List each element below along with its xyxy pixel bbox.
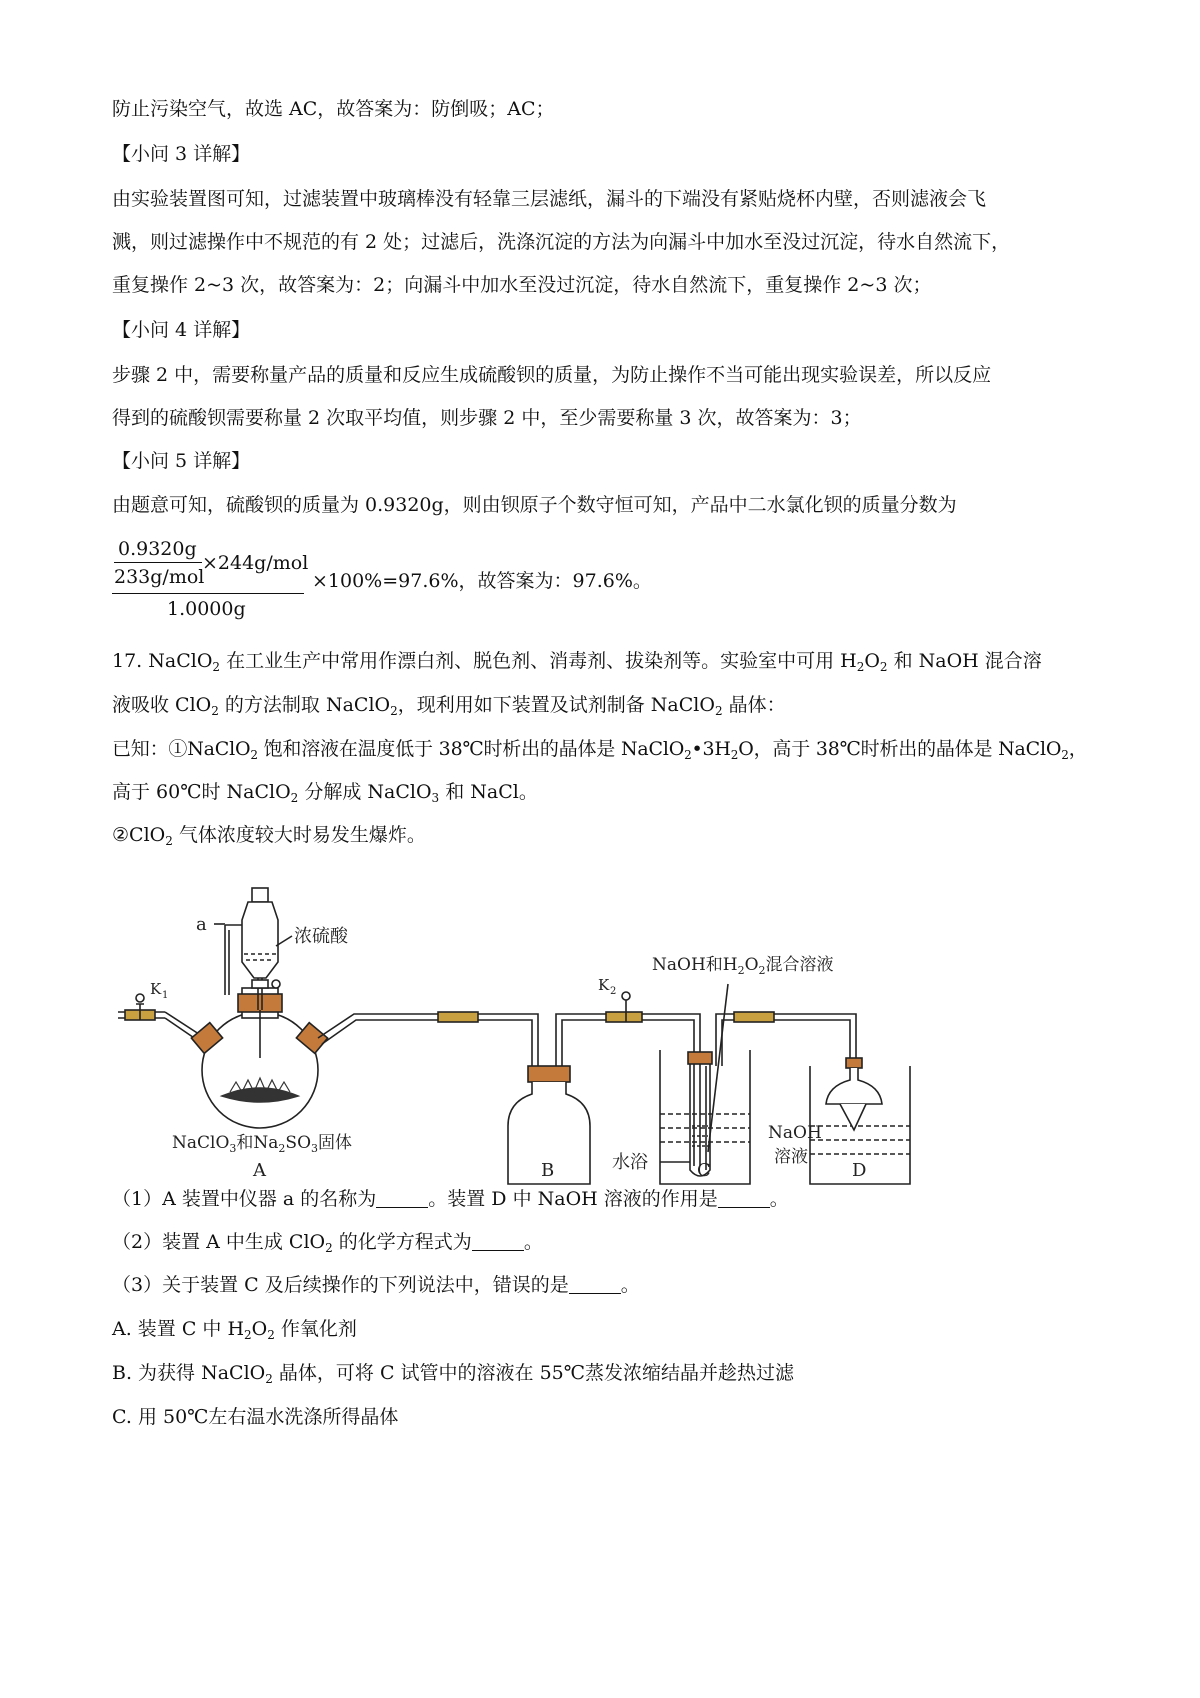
label-naoh-solution (768, 1123, 822, 1167)
caption-b: B (541, 1160, 555, 1181)
text-line: 防止污染空气，故选 AC，故答案为：防倒吸；AC； (112, 98, 555, 120)
caption-c: C (697, 1160, 711, 1181)
molar-mass-factor: ×244g/mol (202, 552, 309, 574)
label-solids (172, 1133, 352, 1155)
clamp-k2 (598, 976, 616, 997)
option-b: B. 为获得 NaClO$_2$ 晶体，可将 C 试管中的溶液在 55℃蒸发浓缩结晶并趁热过滤 (112, 1362, 795, 1386)
label-mixed-solution (652, 955, 834, 977)
answer-blank[interactable] (472, 1232, 524, 1251)
label-conc-acid: 浓硫酸 (294, 926, 348, 947)
text-line: 由题意可知，硫酸钡的质量为 0.9320g，则由钡原子个数守恒可知，产品中二水氯化钡的质量分数为 (112, 494, 957, 516)
answer-blank[interactable] (376, 1189, 428, 1208)
apparatus-diagram (0, 870, 1200, 1181)
label-a: a (196, 914, 207, 935)
q17-text: 17. NaClO$_2$ 在工业生产中常用作漂白剂、脱色剂、消毒剂、拔染剂等。实验室中可用 $H_2O_2$ 和 NaOH 混合溶 (112, 650, 1042, 674)
sub-question-2: （2）装置 A 中生成 ClO$_2$ 的化学方程式为 。 (112, 1231, 543, 1255)
svg-text:1: 1 (162, 990, 169, 1001)
tube-a-b (318, 1012, 538, 1066)
option-a: A. 装置 C 中 $H_2O_2$ 作氧化剂 (112, 1318, 357, 1342)
text-line: 重复操作 2~3 次，故答案为：2；向漏斗中加水至没过沉淀，待水自然流下，重复操作 2~3 次； (112, 274, 932, 296)
label-water-bath: 水浴 (612, 1152, 648, 1173)
option-c: C. 用 50℃左右温水洗涤所得晶体 (112, 1406, 399, 1428)
svg-text:溶液: 溶液 (774, 1147, 808, 1167)
inner-numerator: 0.9320g (118, 538, 197, 560)
section-heading-q5: 【小问 5 详解】 (112, 450, 251, 472)
outer-denominator: 1.0000g (167, 598, 246, 620)
sub-question-3: （3）关于装置 C 及后续操作的下列说法中，错误的是 。 (112, 1274, 640, 1296)
svg-text:K: K (598, 976, 610, 994)
inner-fraction-bar (114, 562, 202, 563)
text-line: 得到的硫酸钡需要称量 2 次取平均值，则步骤 2 中，至少需要称量 3 次，故答案为：3； (112, 407, 862, 429)
svg-text:NaClO3和Na2SO3固体: NaClO$_3$和$Na_2SO_3$固体 (172, 1133, 353, 1155)
text-line: 步骤 2 中，需要称量产品的质量和反应生成硫酸钡的质量，为防止操作不当可能出现实验误差，所以反应 (112, 364, 992, 386)
inlet-tube (118, 994, 205, 1044)
sub-question-1: （1）A 装置中仪器 a 的名称为 。装置 D 中 NaOH 溶液的作用是 。 (112, 1188, 789, 1210)
q17-known-1: 已知：①NaClO$_2$ 饱和溶液在温度低于 38℃时析出的晶体是 $NaClO_2•3H_2O$，高于 38℃时析出的晶体是 NaClO$_2$， (112, 738, 1088, 762)
svg-text:NaOH: NaOH (768, 1123, 822, 1143)
text-line: 由实验装置图可知，过滤装置中玻璃棒没有轻靠三层滤纸，漏斗的下端没有紧贴烧杯内壁，否则滤液会飞 (112, 188, 987, 210)
caption-a: A (253, 1160, 266, 1181)
outer-fraction-bar (112, 593, 304, 594)
answer-blank[interactable] (569, 1275, 621, 1294)
formula-result: ×100%=97.6%，故答案为：97.6%。 (312, 570, 652, 592)
q17-known-2: ②ClO$_2$ 气体浓度较大时易发生爆炸。 (112, 824, 426, 848)
text-line: 溅，则过滤操作中不规范的有 2 处；过滤后，洗涤沉淀的方法为向漏斗中加水至没过沉淀，待水自然流下， (112, 231, 1011, 253)
tube-c-d (716, 1012, 856, 1066)
svg-text:2: 2 (610, 986, 617, 997)
q17-known-1-cont: 高于 60℃时 NaClO$_2$ 分解成 NaClO$_3$ 和 NaCl。 (112, 781, 538, 805)
answer-blank[interactable] (718, 1189, 770, 1208)
clamp-k1 (150, 980, 168, 1001)
caption-d: D (852, 1160, 867, 1181)
section-heading-q3: 【小问 3 详解】 (112, 143, 251, 165)
inner-denominator: 233g/mol (114, 566, 205, 588)
q17-text: 液吸收 ClO$_2$ 的方法制取 NaClO$_2$，现利用如下装置及试剂制备 NaClO$_2$ 晶体： (112, 694, 786, 718)
svg-text:NaOH和H2O2混合溶液: NaOH和$H_2O_2$混合溶液 (652, 955, 834, 977)
svg-text:K: K (150, 980, 162, 998)
section-heading-q4: 【小问 4 详解】 (112, 319, 251, 341)
